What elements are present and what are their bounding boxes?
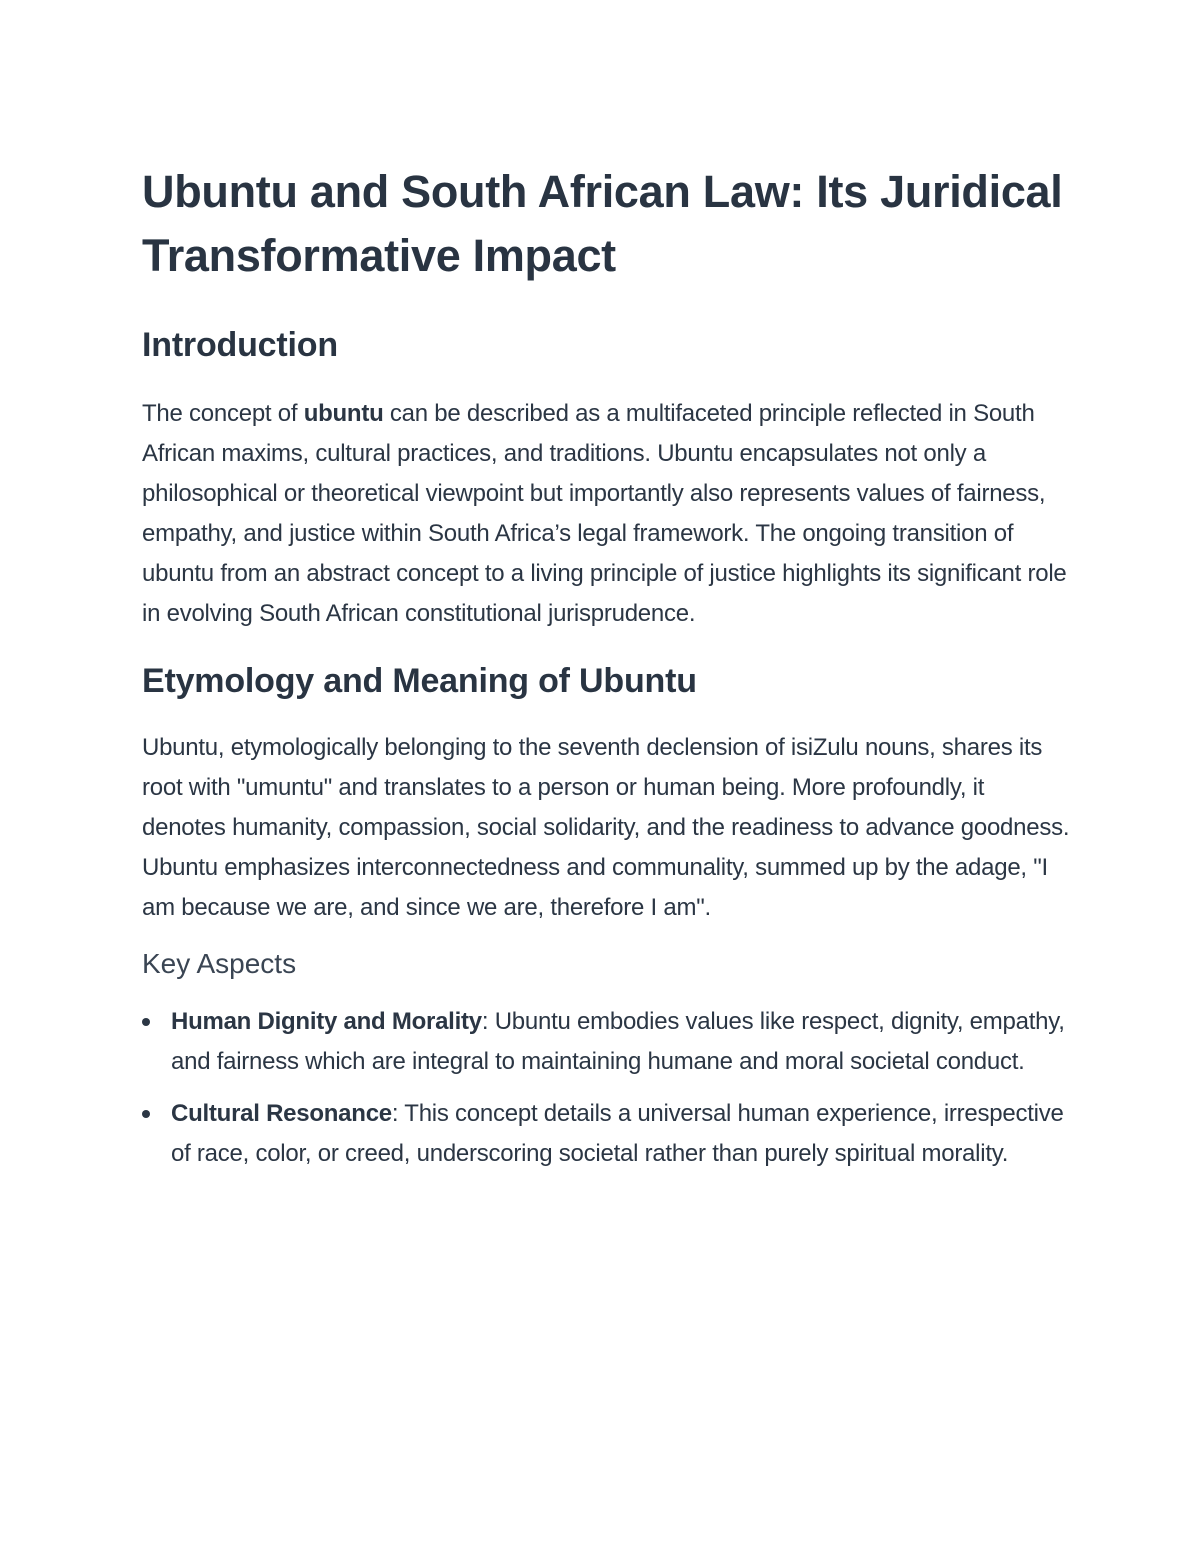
subheading-key-aspects: Key Aspects	[142, 948, 297, 979]
document-page	[142, 160, 1072, 1186]
list-item-term: Cultural Resonance	[171, 1100, 392, 1127]
bullet-icon	[142, 1110, 150, 1118]
list-item-term: Human Dignity and Morality	[171, 1008, 482, 1035]
section-heading-introduction: Introduction	[142, 326, 338, 364]
introduction-paragraph	[142, 394, 1072, 634]
etymology-paragraph: Ubuntu, etymologically belonging to the seventh declension of isiZulu nouns, shares its root with "umuntu" and translates to a person or human being. More profoundly, it denotes humanity, compassion, social solidarity, and the readiness to advance goodness. Ubuntu emphasizes interconnectedness and communality, summed up by the adage, "I am because we are, and since we are, therefore I am".	[142, 734, 1070, 921]
document-title: Ubuntu and South African Law: Its Juridical Transformative Impact	[142, 166, 1063, 281]
bullet-icon	[142, 1018, 150, 1026]
list-item-text: : This concept details a universal human experience, irrespective of race, color, or creed, underscoring societal rather than purely spiritual morality.	[171, 1100, 1064, 1167]
list-item	[142, 1002, 1072, 1082]
section-heading-etymology: Etymology and Meaning of Ubuntu	[142, 662, 697, 700]
list-item	[142, 1094, 1072, 1174]
intro-bold-term: ubuntu	[303, 400, 384, 427]
intro-text-start: The concept of	[142, 400, 304, 427]
list-item-text: : Ubuntu embodies values like respect, dignity, empathy, and fairness which are integral to maintaining humane and moral societal conduct.	[171, 1008, 1065, 1075]
intro-text-rest: can be described as a multifaceted principle reflected in South African maxims, cultural practices, and traditions. Ubuntu encapsulates not only a philosophical or theoretical viewpoint but importantly also represents values of fairness, empathy, and justice within South Africa’s legal framework. The ongoing transition of ubuntu from an abstract concept to a living principle of justice highlights its significant role in evolving South African constitutional jurisprudence.	[142, 400, 1067, 627]
key-aspects-list	[142, 1002, 1072, 1174]
